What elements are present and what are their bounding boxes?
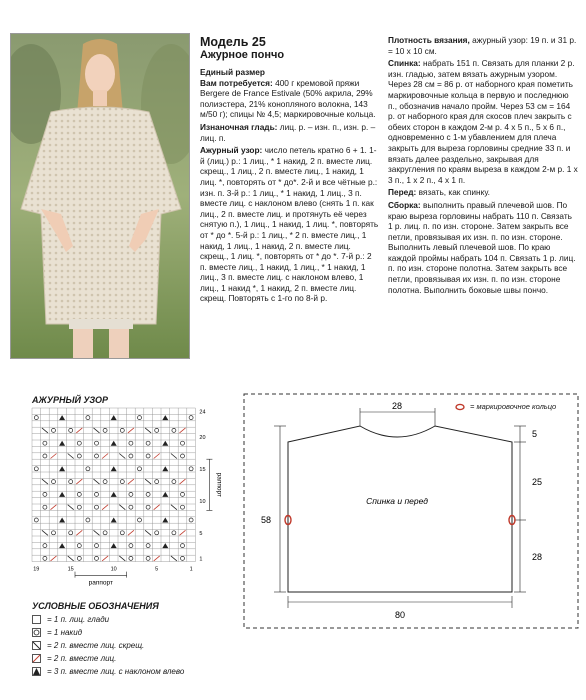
sk2p-symbol bbox=[111, 518, 117, 523]
sk2p-symbol bbox=[111, 466, 117, 471]
repeat-label-vertical: раппорт bbox=[215, 472, 223, 497]
ssk-symbol bbox=[68, 454, 74, 459]
yarn-over-symbol bbox=[129, 544, 133, 548]
legend-label: = 1 накид bbox=[47, 628, 83, 637]
yarn-over-symbol bbox=[181, 544, 185, 548]
yarn-over-symbol bbox=[34, 467, 38, 471]
yarn-over-symbol bbox=[120, 531, 124, 535]
legend-item bbox=[32, 614, 109, 625]
purl-label: Изнаночная гладь: bbox=[200, 121, 278, 132]
gauge-label: Плотность вязания, bbox=[388, 35, 470, 45]
k2tog-symbol bbox=[102, 556, 108, 561]
k2tog-symbol bbox=[180, 428, 186, 433]
yarn-over-symbol bbox=[95, 441, 99, 445]
yarn-over-symbol bbox=[172, 480, 176, 484]
assembly-text: выполнить правый плечевой шов. По краю выреза горловины набрать 110 п. Связать 1 р. лиц. п. по изн. стороне. Затем закрыть все петли, провязывая их изн. п. по изн. стороне. Выполнить левый плечевой шов. По краю каждой проймы набрать 104 п. Связать 1 р. лиц. п. по изн. стороне полотна. Затем закрыть все петли, провязывая их изн. п. по изн. стороне полотна. Выполнить боковые швы пончо. bbox=[388, 199, 576, 295]
poncho-schematic bbox=[242, 392, 582, 662]
chart-numbers bbox=[33, 409, 222, 586]
ssk-symbol bbox=[68, 556, 74, 561]
yarn-over-symbol bbox=[77, 454, 81, 458]
sk2p-symbol bbox=[111, 415, 117, 420]
k2tog-symbol bbox=[76, 428, 82, 433]
legend-title: УСЛОВНЫЕ ОБОЗНАЧЕНИЯ bbox=[32, 601, 159, 611]
sk2p-symbol bbox=[59, 466, 65, 471]
materials-text: 400 г кремовой пряжи Bergere de France Estivale (50% акрила, 29% полиэстера, 21% конопляного волокна, 143 м/50 г); спицы № 4,5; маркировочные кольца. bbox=[200, 77, 376, 120]
empty-square-icon bbox=[32, 615, 41, 624]
sk2p-symbol bbox=[59, 518, 65, 523]
yarn-over-symbol bbox=[146, 441, 150, 445]
row-number: 20 bbox=[199, 435, 206, 441]
lace-text: число петель кратно 6 + 1. 1-й (лиц.) р.: 1 лиц., * 1 накид, 2 п. вместе лиц. скрещ., 1 лиц., 2 п. вместе лиц., 1 накид, 1 лиц. *, повторять от * до*. 2-й и все чётные р.: изн. п. 3-й р.: 1 лиц., * 1 накид, 1 лиц., 3 п. вместе лиц. с наклоном влево (снять 1 п. как лиц., 2 п. вместе лиц. и протянуть её через снятую п.), 1 лиц., 1 накид, 1 лиц. *, повторять от * до *. 5-й р.: 1 лиц., * 2 п. вместе лиц., 1 накид, 1 лиц., 1 накид, 2 п. вместе лиц. скрещ., 1 лиц. *, повторять от * до *. 7-й р.: 2 п. вместе лиц., 1 накид, 1 лиц., * 1 накид, 1 лиц., 3 п. вместе лиц. с наклоном влево, 1 лиц., 1 накид *, 1 накид, 2 п. вместе лиц. скрещ. Повторять с 1-го по 8-й р. bbox=[200, 145, 379, 304]
yarn-over-symbol bbox=[189, 467, 193, 471]
yarn-over-symbol bbox=[95, 556, 99, 560]
sk2p-symbol bbox=[162, 466, 168, 471]
model-photo bbox=[10, 33, 190, 359]
yarn-over-symbol bbox=[120, 428, 124, 432]
ssk-symbol bbox=[119, 454, 125, 459]
lace-label: Ажурный узор: bbox=[200, 145, 263, 156]
sk2p-symbol bbox=[162, 441, 168, 446]
size-text: Единый размер bbox=[200, 67, 265, 77]
ssk-symbol bbox=[42, 530, 48, 535]
yarn-over-symbol bbox=[95, 492, 99, 496]
yarn-over-symbol bbox=[181, 441, 185, 445]
k2tog-symbol bbox=[180, 530, 186, 535]
k2tog-symbol bbox=[128, 428, 134, 433]
yarn-over-symbol bbox=[189, 518, 193, 522]
schematic-label: Спинка и перед bbox=[366, 496, 428, 506]
yarn-over-symbol bbox=[86, 518, 90, 522]
ssk-symbol bbox=[119, 505, 125, 510]
legend-label: = 2 п. вместе лиц. bbox=[47, 654, 117, 663]
sk2p-symbol bbox=[162, 492, 168, 497]
ssk-symbol bbox=[145, 530, 151, 535]
dim-neck-label: 28 bbox=[391, 401, 403, 411]
k2tog-symbol bbox=[154, 505, 160, 510]
k2tog-symbol bbox=[76, 479, 82, 484]
yarn-over-symbol bbox=[95, 544, 99, 548]
yarn-over-symbol bbox=[146, 505, 150, 509]
yarn-over-symbol bbox=[34, 416, 38, 420]
ssk-symbol bbox=[145, 479, 151, 484]
yarn-over-symbol bbox=[103, 428, 107, 432]
yarn-over-symbol bbox=[52, 428, 56, 432]
legend-label: = 1 п. лиц. глади bbox=[47, 615, 110, 624]
yarn-over-symbol bbox=[172, 531, 176, 535]
legend-label: = 2 п. вместе лиц. скрещ. bbox=[47, 641, 145, 650]
yarn-over-symbol bbox=[52, 480, 56, 484]
description-column-right bbox=[388, 35, 578, 295]
yarn-over-symbol bbox=[181, 454, 185, 458]
ssk-symbol bbox=[42, 479, 48, 484]
yarn-over-symbol bbox=[155, 480, 159, 484]
yarn-over-symbol bbox=[129, 556, 133, 560]
ssk-symbol bbox=[119, 556, 125, 561]
yarn-over-symbol bbox=[43, 492, 47, 496]
assembly-section bbox=[388, 200, 578, 295]
yarn-over-symbol bbox=[129, 454, 133, 458]
legend-item bbox=[32, 666, 184, 677]
ssk-symbol bbox=[171, 556, 177, 561]
yarn-over-symbol bbox=[52, 531, 56, 535]
k2tog-symbol bbox=[154, 454, 160, 459]
yarn-over-symbol bbox=[129, 441, 133, 445]
materials-section bbox=[200, 78, 380, 120]
ssk-symbol bbox=[94, 479, 100, 484]
sk2p-symbol bbox=[162, 518, 168, 523]
yarn-over-symbol bbox=[95, 505, 99, 509]
purl-text: лиц. р. – изн. п., изн. р. – лиц. п. bbox=[200, 121, 376, 143]
yarn-over-symbol bbox=[129, 492, 133, 496]
yarn-over-symbol bbox=[69, 531, 73, 535]
sk2p-symbol bbox=[111, 543, 117, 548]
yarn-over-symbol bbox=[69, 480, 73, 484]
yarn-over-symbol bbox=[77, 556, 81, 560]
yarn-over-symbol bbox=[181, 505, 185, 509]
assembly-label: Сборка: bbox=[388, 199, 421, 210]
dim-height-label: 58 bbox=[260, 515, 272, 525]
yarn-over-symbol bbox=[86, 467, 90, 471]
schematic-outline bbox=[288, 426, 512, 592]
yarn-over-symbol bbox=[138, 467, 142, 471]
yarn-over-symbol bbox=[95, 454, 99, 458]
yarn-over-symbol bbox=[146, 454, 150, 458]
yarn-over-symbol bbox=[172, 428, 176, 432]
schematic-frame bbox=[244, 394, 578, 628]
yarn-over-symbol bbox=[138, 518, 142, 522]
sk2p-symbol bbox=[111, 492, 117, 497]
ssk-symbol bbox=[94, 530, 100, 535]
yarn-over-symbol bbox=[43, 441, 47, 445]
k2tog-symbol bbox=[51, 505, 57, 510]
k2tog-symbol bbox=[102, 505, 108, 510]
back-section bbox=[388, 58, 578, 185]
column-number: 5 bbox=[155, 566, 159, 573]
yarn-over-symbol bbox=[103, 531, 107, 535]
circle-icon bbox=[32, 628, 41, 637]
triangle-icon bbox=[32, 667, 41, 676]
front-text: вязать, как спинку. bbox=[418, 187, 490, 198]
k2tog-symbol bbox=[102, 454, 108, 459]
slash-left-icon bbox=[32, 641, 41, 650]
k2tog-symbol bbox=[51, 556, 57, 561]
yarn-over-symbol bbox=[86, 416, 90, 420]
sk2p-symbol bbox=[59, 543, 65, 548]
sk2p-symbol bbox=[59, 441, 65, 446]
slash-right-icon bbox=[32, 654, 41, 663]
repeat-label-horizontal: раппорт bbox=[88, 579, 113, 587]
k2tog-symbol bbox=[51, 454, 57, 459]
legend-item bbox=[32, 627, 82, 638]
yarn-over-symbol bbox=[43, 544, 47, 548]
yarn-over-symbol bbox=[146, 544, 150, 548]
chart-title: АЖУРНЫЙ УЗОР bbox=[32, 395, 108, 405]
ssk-symbol bbox=[68, 505, 74, 510]
ssk-symbol bbox=[145, 428, 151, 433]
k2tog-symbol bbox=[76, 530, 82, 535]
row-number: 1 bbox=[199, 556, 203, 563]
yarn-over-symbol bbox=[43, 556, 47, 560]
sk2p-symbol bbox=[162, 415, 168, 420]
row-number: 10 bbox=[199, 499, 206, 505]
gauge-text: ажурный узор: 19 п. и 31 р. = 10 х 10 см. bbox=[388, 35, 577, 56]
back-label: Спинка: bbox=[388, 58, 421, 69]
k2tog-symbol bbox=[128, 479, 134, 484]
yarn-over-symbol bbox=[146, 492, 150, 496]
yarn-over-symbol bbox=[69, 428, 73, 432]
dim-shoulder-label: 5 bbox=[532, 429, 538, 439]
poncho-model-image bbox=[11, 34, 189, 358]
sk2p-symbol bbox=[59, 415, 65, 420]
dim-width-label: 80 bbox=[394, 610, 406, 620]
row-number: 15 bbox=[199, 467, 206, 473]
column-number: 1 bbox=[189, 566, 193, 573]
column-number: 15 bbox=[67, 566, 74, 573]
yarn-over-symbol bbox=[155, 531, 159, 535]
yarn-over-symbol bbox=[181, 556, 185, 560]
yarn-over-symbol bbox=[138, 416, 142, 420]
yarn-over-symbol bbox=[43, 505, 47, 509]
sk2p-symbol bbox=[162, 543, 168, 548]
legend-item bbox=[32, 653, 116, 664]
yarn-over-symbol bbox=[120, 480, 124, 484]
front-label: Перед: bbox=[388, 187, 417, 198]
yarn-over-symbol bbox=[43, 454, 47, 458]
ssk-symbol bbox=[171, 454, 177, 459]
yarn-over-symbol bbox=[77, 492, 81, 496]
yarn-over-symbol bbox=[34, 518, 38, 522]
model-title: Модель 25 bbox=[200, 35, 266, 49]
chart-symbols bbox=[34, 415, 193, 561]
yarn-over-symbol bbox=[77, 441, 81, 445]
column-number: 10 bbox=[110, 566, 117, 573]
ssk-symbol bbox=[94, 428, 100, 433]
k2tog-symbol bbox=[180, 479, 186, 484]
ssk-symbol bbox=[42, 428, 48, 433]
row-number: 5 bbox=[199, 531, 203, 537]
legend-item bbox=[32, 640, 144, 651]
purl-section bbox=[200, 122, 380, 143]
yarn-over-symbol bbox=[181, 492, 185, 496]
sk2p-symbol bbox=[59, 492, 65, 497]
model-subtitle: Ажурное пончо bbox=[200, 49, 285, 61]
yarn-over-symbol bbox=[77, 505, 81, 509]
dim-side-label: 28 bbox=[532, 552, 543, 562]
yarn-over-symbol bbox=[155, 428, 159, 432]
yarn-over-symbol bbox=[77, 544, 81, 548]
lace-chart bbox=[26, 402, 236, 597]
yarn-over-symbol bbox=[103, 480, 107, 484]
row-number: 24 bbox=[199, 409, 206, 416]
column-number: 19 bbox=[33, 566, 40, 573]
marker-note-text: = маркировочное кольцо bbox=[470, 402, 557, 411]
front-section bbox=[388, 187, 578, 198]
chart-grid bbox=[32, 408, 195, 562]
ssk-symbol bbox=[171, 505, 177, 510]
legend-label: = 3 п. вместе лиц. с наклоном влево bbox=[47, 667, 185, 676]
yarn-over-symbol bbox=[189, 416, 193, 420]
lace-section bbox=[200, 145, 380, 304]
back-text: набрать 151 п. Связать для планки 2 р. изн. гладью, затем вязать ажурным узором. Через 28 см = 86 р. от наборного края пометить маркировочные кольца в первую и последнюю п., обозначив начало пройм. Через 53 см = 164 р. от наборного края для скосов плеч закрыть с обеих сторон в каждом 2-м р. 4 х 5 п., 5 х 6 п., одновременно с 1-м убавлением для плеча закрыть для выреза горловины средние 33 п. и вязать далее раздельно, закрывая для закругления по краям выреза в каждом 2-м р. 1 х 3 п., 1 х 2 п., 4 х 1 п. bbox=[388, 58, 578, 185]
k2tog-symbol bbox=[154, 556, 160, 561]
sk2p-symbol bbox=[111, 441, 117, 446]
yarn-over-symbol bbox=[129, 505, 133, 509]
materials-label: Вам потребуется: bbox=[200, 77, 273, 88]
gauge-section bbox=[388, 35, 578, 56]
description-column-left bbox=[200, 35, 380, 304]
yarn-over-symbol bbox=[146, 556, 150, 560]
k2tog-symbol bbox=[128, 530, 134, 535]
dim-armhole-label: 25 bbox=[532, 477, 543, 487]
